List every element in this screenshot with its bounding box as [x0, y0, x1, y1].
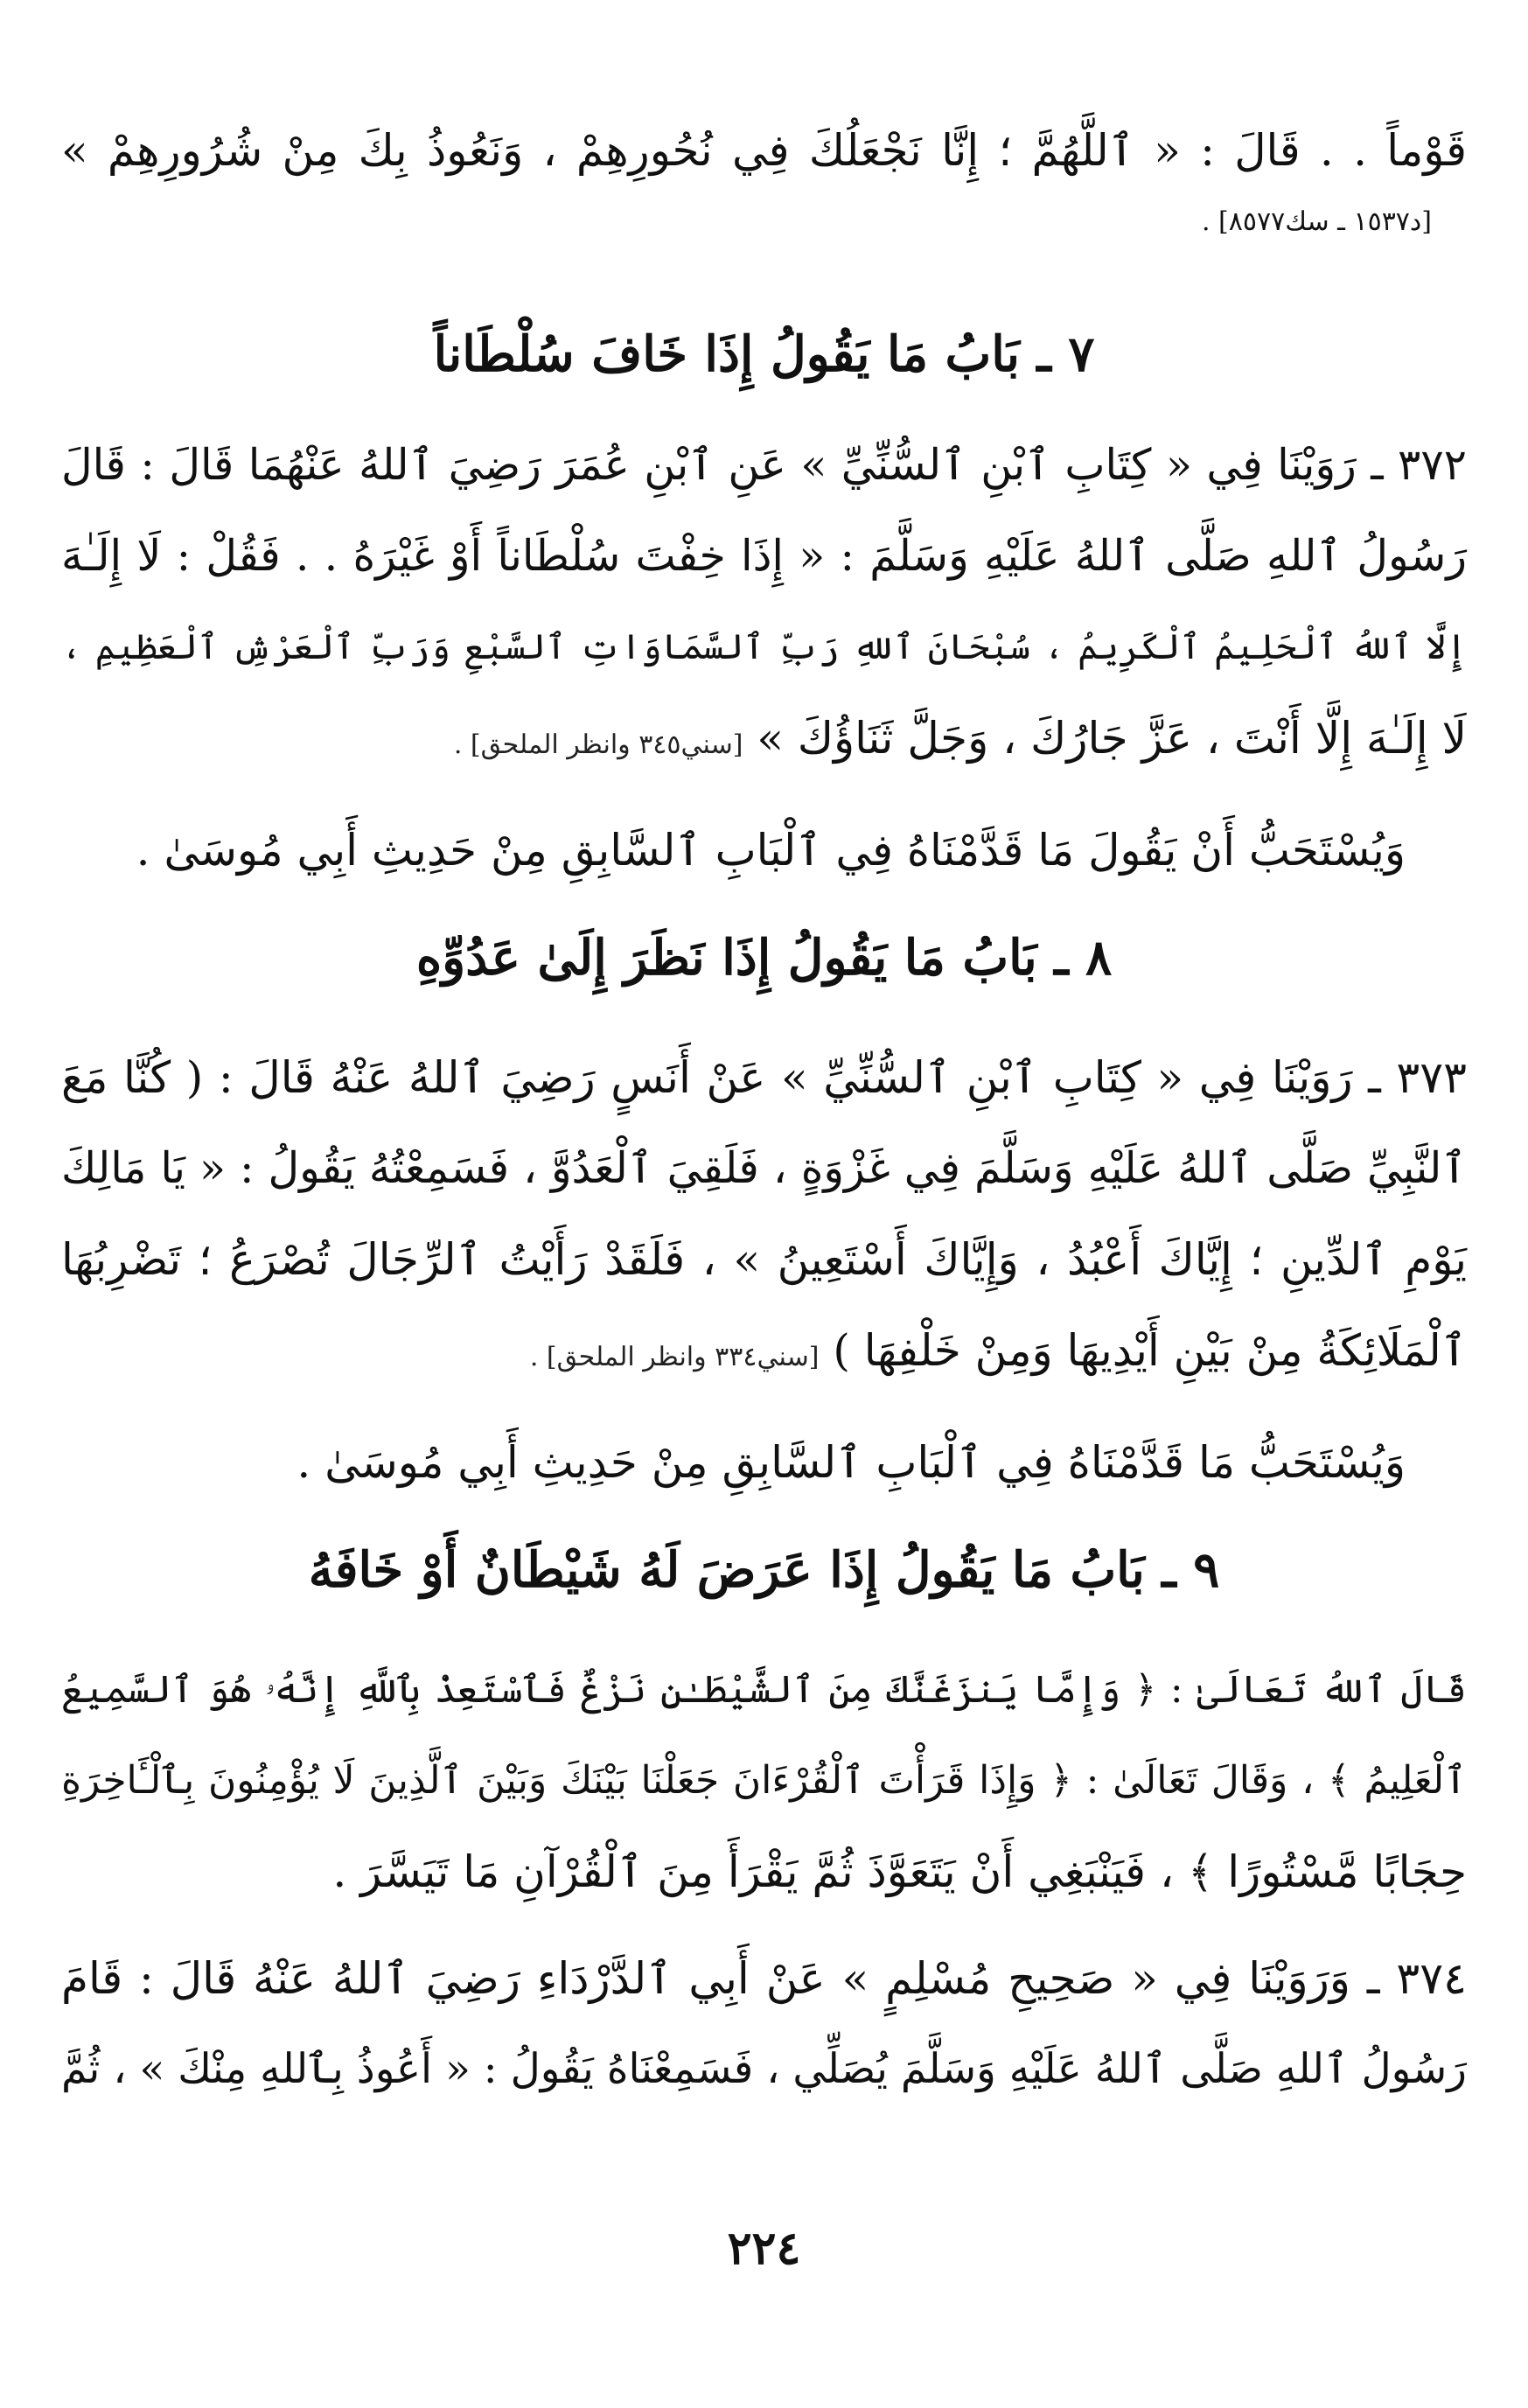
hadith-373 [61, 1032, 1467, 1403]
reference-citation: [سني٣٤٥ وانظر الملحق] . [453, 729, 743, 760]
text-line: قَوْماً . . قَالَ : « ٱللَّهُمَّ ؛ إِنَّا نَجْعَلُكَ فِي نُحُورِهِمْ ، وَنَعُوذُ بِكَ مِنْ شُرُورِهِمْ » [61, 125, 1467, 176]
hadith-372 [61, 420, 1467, 791]
note-line: وَيُسْتَحَبُّ أَنْ يَقُولَ مَا قَدَّمْنَاهُ فِي ٱلْبَابِ ٱلسَّابِقِ مِنْ حَدِيثِ أَبِي مُوسَىٰ . [136, 825, 1406, 876]
book-page [61, 105, 1467, 2408]
text-line-main: ٱلْمَلَائِكَةُ مِنْ بَيْنِ أَيْدِيهَا وَمِنْ خَلْفِهَا ) [833, 1325, 1467, 1376]
hadith-374 [61, 1933, 1467, 2115]
note-line: وَيُسْتَحَبُّ مَا قَدَّمْنَاهُ فِي ٱلْبَابِ ٱلسَّابِقِ مِنْ حَدِيثِ أَبِي مُوسَىٰ . [297, 1437, 1406, 1488]
text-line: ٣٧٢ ـ رَوَيْنَا فِي « كِتَابِ ٱبْنِ ٱلسُّنِّيِّ » عَنِ ٱبْنِ عُمَرَ رَضِيَ ٱللهُ عَنْهُمَا قَالَ : قَالَ [61, 440, 1467, 490]
section-9-text [61, 1644, 1467, 1917]
text-line-main: لَا إِلَـٰهَ إِلَّا أَنْتَ ، عَزَّ جَارُكَ ، وَجَلَّ ثَنَاؤُكَ » [757, 713, 1467, 764]
section-heading: ٩ ـ بَابُ مَا يَقُولُ إِذَا عَرَضَ لَهُ شَيْطَانٌ أَوْ خَافَهُ [308, 1541, 1220, 1599]
text-line [61, 1305, 1467, 1403]
section-8-note [61, 1417, 1467, 1508]
reference-citation: [د١٥٣٧ ـ سك٨٥٧٧] . [1201, 206, 1432, 237]
section-7-note [61, 805, 1467, 896]
text-line: ٣٧٣ ـ رَوَيْنَا فِي « كِتَابِ ٱبْنِ ٱلسُّنِّيِّ » عَنْ أَنَسٍ رَضِيَ ٱللهُ عَنْهُ قَالَ : ( كُنَّا مَعَ [61, 1052, 1467, 1103]
text-line: ٱلْعَلِيمُ ﴾ ، وَقَالَ تَعَالَىٰ : ﴿ وَإِذَا قَرَأْتَ ٱلْقُرْءَانَ جَعَلْنَا بَيْنَكَ وَبَيْنَ ٱلَّذِينَ لَا يُؤْمِنُونَ بِٱلْـَٔاخِرَةِ [61, 1758, 1467, 1803]
text-line: قَالَ ٱللهُ تَعَالَىٰ : ﴿ وَإِمَّا يَنزَغَنَّكَ مِنَ ٱلشَّيْطَـٰنِ نَزْغٌ فَٱسْتَعِذْ بِٱللَّهِ إِنَّهُۥ هُوَ ٱلسَّمِيعُ [61, 1668, 1467, 1712]
section-9 [61, 1522, 1467, 1618]
text-line: حِجَابًا مَّسْتُورًا ﴾ ، فَيَنْبَغِي أَنْ يَتَعَوَّذَ ثُمَّ يَقْرَأَ مِنَ ٱلْقُرْآنِ مَا تَيَسَّرَ . [332, 1846, 1467, 1897]
text-line: ٣٧٤ ـ وَرَوَيْنَا فِي « صَحِيحِ مُسْلِمٍ » عَنْ أَبِي ٱلدَّرْدَاءِ رَضِيَ ٱللهُ عَنْهُ قَالَ : قَامَ [61, 1953, 1467, 2004]
text-line: إِلَّا ٱللهُ ٱلْحَلِيمُ ٱلْكَرِيمُ ، سُبْحَانَ ٱللهِ رَبِّ ٱلسَّمَاوَاتِ ٱلسَّبْعِ وَرَبِّ ٱلْعَرْشِ ٱلْعَظِيمِ ، [61, 627, 1467, 667]
opening-text [61, 105, 1467, 248]
section-8 [61, 910, 1467, 1006]
text-line [61, 693, 1467, 791]
text-line: ٱلنَّبِيِّ صَلَّى ٱللهُ عَلَيْهِ وَسَلَّمَ فِي غَزْوَةٍ ، فَلَقِيَ ٱلْعَدُوَّ ، فَسَمِعْتُهُ يَقُولُ : « يَا مَالِكَ [61, 1143, 1467, 1193]
text-line: يَوْمِ ٱلدِّينِ ؛ إِيَّاكَ أَعْبُدُ ، وَإِيَّاكَ أَسْتَعِينُ » ، فَلَقَدْ رَأَيْتُ ٱلرِّجَالَ تُصْرَعُ ؛ تَضْرِبُهَا [61, 1234, 1467, 1285]
reference-citation: [سني٣٣٤ وانظر الملحق] . [529, 1342, 820, 1372]
text-line: رَسُولُ ٱللهِ صَلَّى ٱللهُ عَلَيْهِ وَسَلَّمَ : « إِذَا خِفْتَ سُلْطَاناً أَوْ غَيْرَهُ . . فَقُلْ : لَا إِلَـٰهَ [61, 531, 1467, 581]
section-7 [61, 306, 1467, 402]
section-heading: ٨ ـ بَابُ مَا يَقُولُ إِذَا نَظَرَ إِلَىٰ عَدُوِّهِ [415, 929, 1113, 987]
text-line: رَسُولُ ٱللهِ صَلَّى ٱللهُ عَلَيْهِ وَسَلَّمَ يُصَلِّي ، فَسَمِعْنَاهُ يَقُولُ : « أَعُوذُ بِٱللهِ مِنْكَ » ، ثُمَّ [61, 2045, 1467, 2093]
page-number: ٢٢٤ [727, 2222, 801, 2275]
section-heading: ٧ ـ بَابُ مَا يَقُولُ إِذَا خَافَ سُلْطَاناً [433, 325, 1095, 383]
